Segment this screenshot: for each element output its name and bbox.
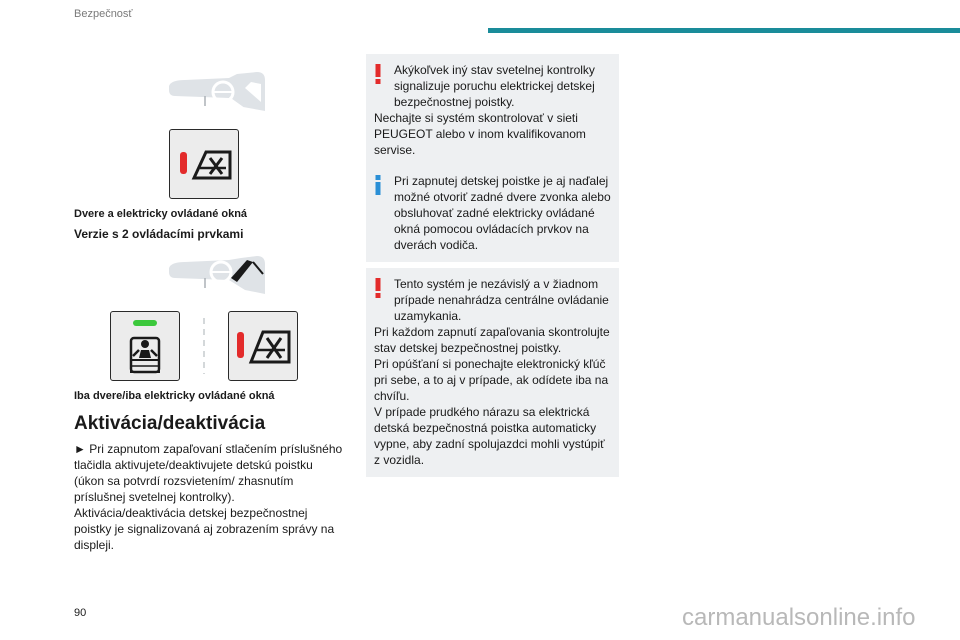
warning-note-1 [366,54,619,167]
page-number: 90 [74,607,87,619]
section-paragraph: ► Pri zapnutom zapaľovaní stlačením príslušného tlačidla aktivujete/deaktivujete detskú poistku (úkon sa potvrdí rozsvietením/ zhasnutím príslušnej svetelnej kontrolky). Aktivácia/deaktivácia detskej bezpečnostnej poistky je signalizovaná aj zobrazením správy na displeji. [74,442,343,552]
child-lock-button-windows-2[interactable] [228,311,298,381]
note-text-first: Pri zapnutej detskej poistke je aj naďalej možné otvoriť zadné dvere zvonka alebo obsluhovať zadné elektricky ovládané okná pomocou ovládacích prvkov na dverách vodiča. [394,174,611,252]
figure-caption-1: Dvere a elektricky ovládané okná [74,208,248,220]
info-note [366,165,619,262]
figure-caption-2: Iba dvere/iba elektricky ovládané okná [74,390,275,402]
note-text: V prípade prudkého nárazu sa elektrická detská bezpečnostná poistka automaticky vypne, aby zadní spolujazdci mohli vystúpiť z vozidla. [374,405,605,467]
note-text: Pri každom zapnutí zapaľovania skontrolujte stav detskej bezpečnostnej poistky. [374,325,610,355]
section-title: Aktivácia/deaktivácia [74,413,266,434]
window-lock-icon [170,130,237,197]
warning-note-2 [366,268,619,477]
child-lock-button-windows[interactable] [169,129,239,199]
child-lock-button-doors[interactable] [110,311,180,381]
info-icon [374,175,382,195]
watermark: carmanualsonline.info [682,604,916,631]
note-text-first: Akýkoľvek iný stav svetelnej kontrolky signalizuje poruchu elektrickej detskej bezpečnostnej poistky. [394,63,595,109]
note-text: Nechajte si systém skontrolovať v sieti PEUGEOT alebo v inom kvalifikovanom servise. [374,111,586,157]
warning-icon [374,278,382,298]
subheading: Verzie s 2 ovládacími prvkami [74,227,244,241]
window-lock-icon [229,312,296,379]
note-text-first: Tento systém je nezávislý a v žiadnom prípade nenahrádza centrálne ovládanie uzamykania. [394,277,609,323]
car-door-illustration-2 [165,252,270,300]
warning-icon [374,64,382,84]
button-separator-dashed [202,318,206,374]
note-text: Pri opúšťaní si ponechajte elektronický kľúč pri sebe, a to aj v prípade, ak odídete iba na chvíľu. [374,357,609,403]
header-accent-bar [488,28,960,33]
car-door-illustration-1 [165,68,270,118]
running-header: Bezpečnosť [74,8,133,20]
child-lock-icon [111,312,178,379]
